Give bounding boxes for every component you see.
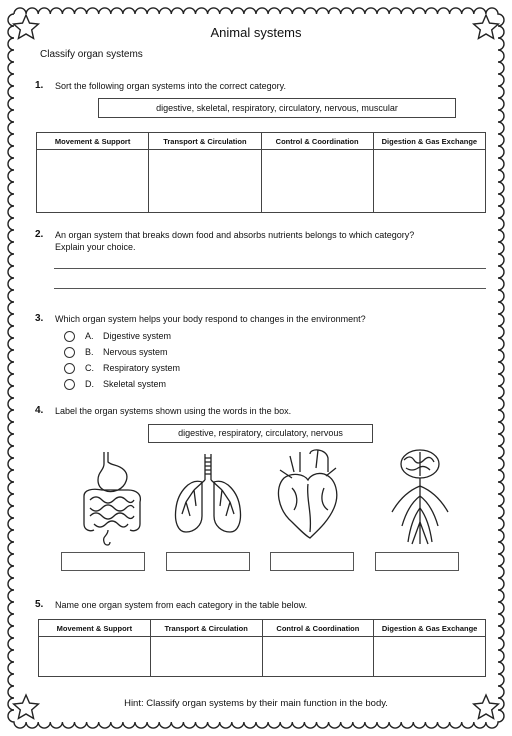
- q5-header-digestion: Digestion & Gas Exchange: [374, 620, 486, 637]
- q2-answer-line-1[interactable]: [54, 268, 486, 269]
- q2-text-line2: Explain your choice.: [55, 242, 136, 252]
- q5-cell-transport[interactable]: [150, 637, 262, 677]
- q4-answer-box-1[interactable]: [61, 552, 145, 571]
- digestive-system-icon: [72, 450, 152, 548]
- q2-answer-line-2[interactable]: [54, 288, 486, 289]
- q5-number: 5.: [35, 599, 44, 610]
- q1-sort-table: [36, 132, 486, 213]
- q5-header-control: Control & Coordination: [262, 620, 374, 637]
- heart-icon: [270, 448, 346, 540]
- q5-cell-movement[interactable]: [39, 637, 151, 677]
- q1-word-box: digestive, skeletal, respiratory, circulatory, nervous, muscular: [98, 98, 456, 118]
- q5-cell-digestion[interactable]: [374, 637, 486, 677]
- q3-option-d[interactable]: D. Skeletal system: [64, 376, 180, 392]
- radio-circle-icon[interactable]: [64, 379, 75, 390]
- q5-text: Name one organ system from each category in the table below.: [55, 600, 308, 610]
- q1-cell-transport[interactable]: [149, 150, 261, 213]
- q4-number: 4.: [35, 405, 44, 416]
- q1-cell-control[interactable]: [261, 150, 373, 213]
- q1-header-movement: Movement & Support: [37, 133, 149, 150]
- q1-text: Sort the following organ systems into the correct category.: [55, 81, 286, 91]
- q4-word-box: digestive, respiratory, circulatory, nervous: [148, 424, 373, 443]
- lungs-icon: [168, 452, 248, 540]
- q3-text: Which organ system helps your body respond to changes in the environment?: [55, 314, 366, 324]
- q4-text: Label the organ systems shown using the words in the box.: [55, 406, 292, 416]
- q1-cell-digestion[interactable]: [373, 150, 485, 213]
- q1-header-control: Control & Coordination: [261, 133, 373, 150]
- radio-circle-icon[interactable]: [64, 347, 75, 358]
- q3-option-b[interactable]: B. Nervous system: [64, 344, 180, 360]
- radio-circle-icon[interactable]: [64, 331, 75, 342]
- hint-text: Hint: Classify organ systems by their main function in the body.: [124, 698, 388, 709]
- q5-header-transport: Transport & Circulation: [150, 620, 262, 637]
- q3-options: [64, 328, 180, 392]
- q3-option-c[interactable]: C. Respiratory system: [64, 360, 180, 376]
- page-subtitle: Classify organ systems: [40, 49, 143, 60]
- q4-answer-box-4[interactable]: [375, 552, 459, 571]
- radio-circle-icon[interactable]: [64, 363, 75, 374]
- q5-header-movement: Movement & Support: [39, 620, 151, 637]
- q2-number: 2.: [35, 229, 44, 240]
- page-title: Animal systems: [210, 25, 302, 40]
- q1-number: 1.: [35, 80, 44, 91]
- q1-header-transport: Transport & Circulation: [149, 133, 261, 150]
- q3-number: 3.: [35, 313, 44, 324]
- nervous-system-icon: [380, 446, 460, 548]
- q3-option-a[interactable]: A. Digestive system: [64, 328, 180, 344]
- q5-cell-control[interactable]: [262, 637, 374, 677]
- q4-answer-box-2[interactable]: [166, 552, 250, 571]
- q1-header-digestion: Digestion & Gas Exchange: [373, 133, 485, 150]
- q4-answer-box-3[interactable]: [270, 552, 354, 571]
- q1-cell-movement[interactable]: [37, 150, 149, 213]
- q5-table: [38, 619, 486, 677]
- q2-text-line1: An organ system that breaks down food and absorbs nutrients belongs to which category?: [55, 230, 415, 240]
